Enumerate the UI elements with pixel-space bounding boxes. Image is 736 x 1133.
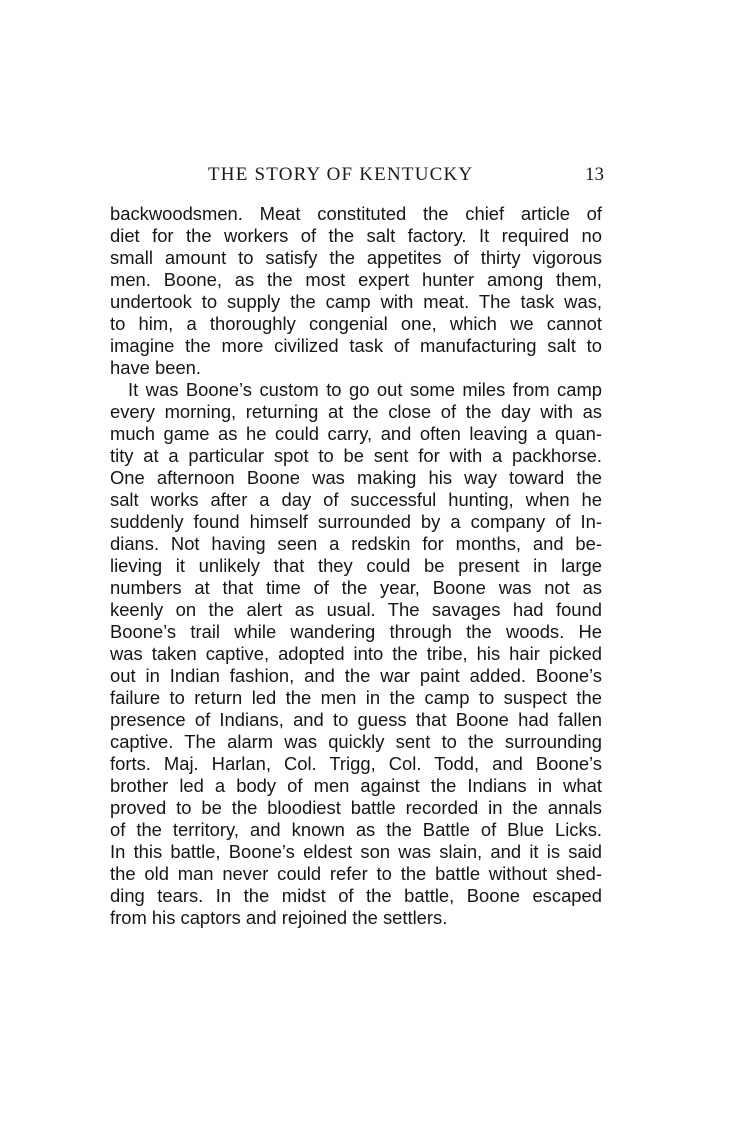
text-line: lieving it unlikely that they could be present in large — [110, 555, 602, 576]
text-line: One afternoon Boone was making his way toward the — [110, 467, 602, 488]
text-line: backwoodsmen. Meat constituted the chief article of — [110, 203, 602, 224]
text-line: diet for the workers of the salt factory. It required no — [110, 225, 602, 246]
body-text — [110, 203, 602, 929]
text-line: forts. Maj. Harlan, Col. Trigg, Col. Todd, and Boone’s — [110, 753, 602, 774]
text-line: men. Boone, as the most expert hunter among them, — [110, 269, 602, 290]
text-line: proved to be the bloodiest battle recorded in the annals — [110, 797, 602, 818]
text-line: suddenly found himself surrounded by a company of In- — [110, 511, 602, 532]
paragraph-2 — [110, 379, 602, 929]
text-line: the old man never could refer to the battle without shed- — [110, 863, 602, 884]
text-line: Boone’s trail while wandering through the woods. He — [110, 621, 602, 642]
page-number: 13 — [585, 164, 604, 185]
text-line: In this battle, Boone’s eldest son was slain, and it is said — [110, 841, 602, 862]
paragraph-1 — [110, 203, 602, 379]
text-line: have been. — [110, 357, 202, 378]
running-title: THE STORY OF KENTUCKY — [208, 164, 474, 185]
text-line: out in Indian fashion, and the war paint added. Boone’s — [110, 665, 602, 686]
text-line: salt works after a day of successful hunting, when he — [110, 489, 602, 510]
text-line: ding tears. In the midst of the battle, Boone escaped — [110, 885, 602, 906]
text-line: tity at a particular spot to be sent for with a packhorse. — [110, 445, 602, 466]
text-line: captive. The alarm was quickly sent to the surrounding — [110, 731, 602, 752]
text-line: It was Boone’s custom to go out some miles from camp — [128, 379, 602, 400]
text-line: undertook to supply the camp with meat. The task was, — [110, 291, 602, 312]
text-line: from his captors and rejoined the settlers. — [110, 907, 448, 928]
text-line: dians. Not having seen a redskin for months, and be- — [110, 533, 602, 554]
text-line: failure to return led the men in the camp to suspect the — [110, 687, 602, 708]
text-line: numbers at that time of the year, Boone was not as — [110, 577, 602, 598]
running-head — [108, 164, 604, 188]
text-line: to him, a thoroughly congenial one, which we cannot — [110, 313, 602, 334]
text-line: small amount to satisfy the appetites of thirty vigorous — [110, 247, 602, 268]
text-line: keenly on the alert as usual. The savages had found — [110, 599, 602, 620]
text-line: was taken captive, adopted into the tribe, his hair picked — [110, 643, 602, 664]
text-line: every morning, returning at the close of the day with as — [110, 401, 602, 422]
text-line: imagine the more civilized task of manufacturing salt to — [110, 335, 602, 356]
text-line: of the territory, and known as the Battle of Blue Licks. — [110, 819, 602, 840]
text-line: presence of Indians, and to guess that Boone had fallen — [110, 709, 602, 730]
text-line: much game as he could carry, and often leaving a quan- — [110, 423, 602, 444]
text-line: brother led a body of men against the Indians in what — [110, 775, 602, 796]
